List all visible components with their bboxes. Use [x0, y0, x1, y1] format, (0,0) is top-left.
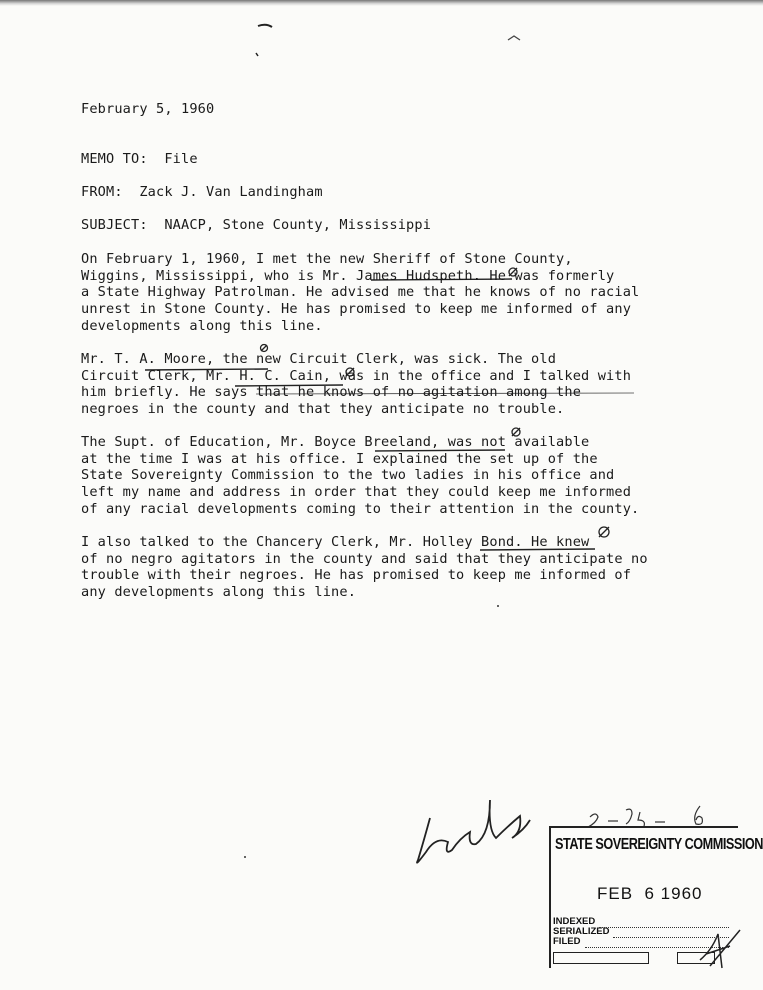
paragraph-circuit-clerk: Mr. T. A. Moore, the new Circuit Clerk, was sick. The old Circuit Clerk, Mr. H. C. Cain, was in the office and I talked with him briefly. He says that he knows of no agitation among the negroes in the county and that they anticipate no trouble. [81, 351, 632, 418]
stamp-date: FEB 6 1960 [597, 884, 703, 903]
stamp-box-right [677, 952, 715, 964]
stamp-box-left [553, 952, 649, 964]
memo-to-line: MEMO TO: File [81, 151, 198, 167]
paragraph-chancery-clerk: I also talked to the Chancery Clerk, Mr. Holley Bond. He knew of no negro agitators in the county and said that they anticipate no trouble with their negroes. He has promised to keep me informed of any developments along this line. [81, 534, 648, 601]
stamp-dotline-indexed [599, 927, 729, 928]
paragraph-supt-education: The Supt. of Education, Mr. Boyce Breeland, was not available at the time I was at his office. I explained the set up of the State Sovereignty Commission to the two ladies in his office and left my name and address in order that they could keep me informed of any racial developments coming to their attention in the county. [81, 434, 640, 517]
stamp-title: STATE SOVEREIGNTY COMMISSION [555, 836, 763, 853]
received-stamp [549, 826, 763, 968]
stamp-label-indexed: INDEXED [553, 916, 596, 927]
stamp-label-filed: FILED [553, 936, 581, 947]
memo-subject-line: SUBJECT: NAACP, Stone County, Mississippi [81, 217, 432, 233]
memo-date: February 5, 1960 [81, 101, 215, 117]
stamp-label-serialized: SERIALIZED [553, 926, 610, 937]
stamp-dotline-filed [585, 947, 729, 948]
paragraph-sheriff: On February 1, 1960, I met the new Sheriff of Stone County, Wiggins, Mississippi, who is Mr. James Hudspeth. He was formerly a State Highway Patrolman. He advised me that he knows of no racial unrest in Stone County. He has promised to keep me informed of any developments along this line. [81, 251, 640, 334]
stamp-dotline-serialized [613, 937, 729, 938]
memo-from-line: FROM: Zack J. Van Landingham [81, 184, 323, 200]
